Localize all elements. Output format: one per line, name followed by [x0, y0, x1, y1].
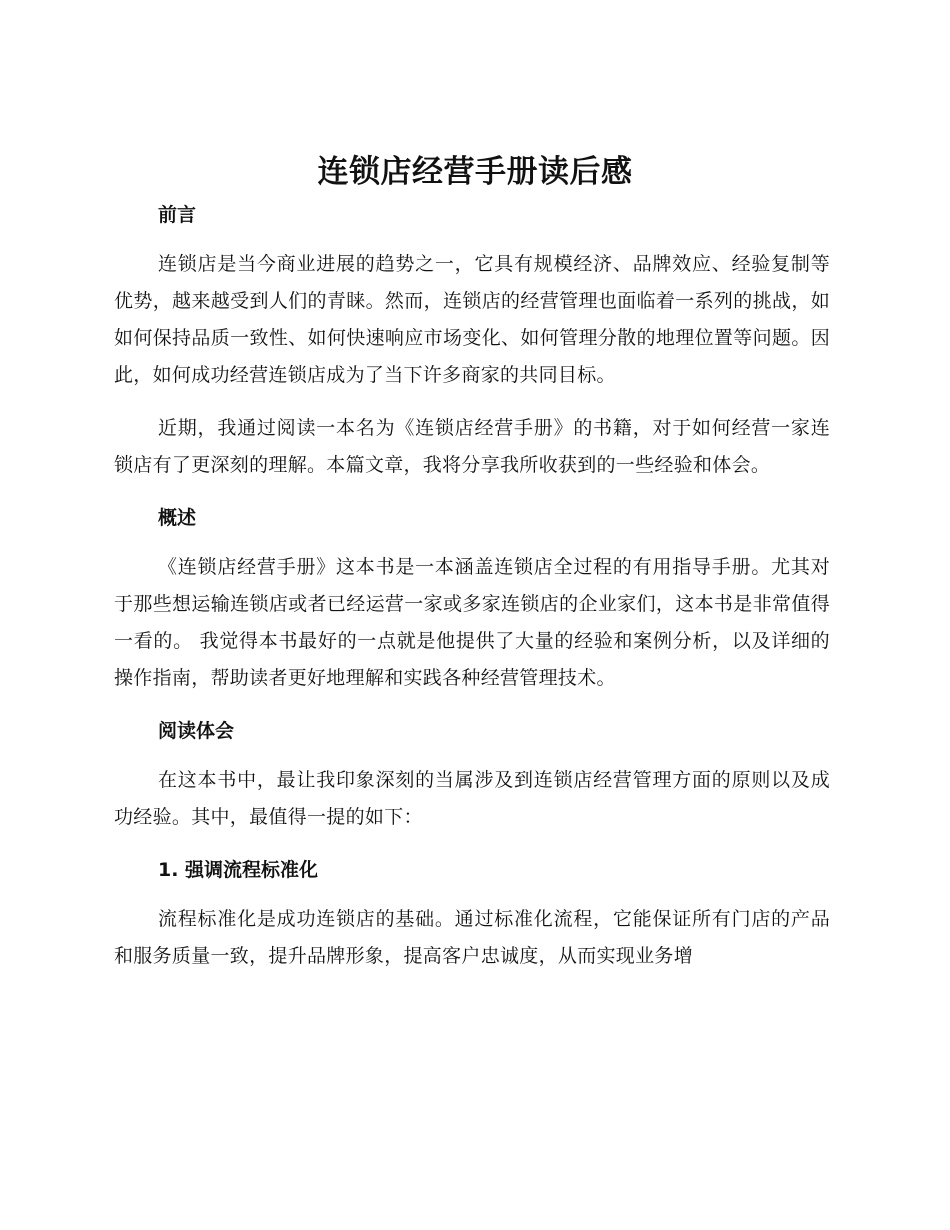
paragraph-overview-1: 《连锁店经营手册》这本书是一本涵盖连锁店全过程的有用指导手册。尤其对于那些想运输连锁店或者已经运营一家或多家连锁店的企业家们，这本书是非常值得一看的。 我觉得本书最好的一点就是他提供了大量的经验和案例分析，以及详细的操作指南，帮助读者更好地理解和实践各种经营管理技术。 [114, 556, 830, 689]
section-heading-point-1: 1. 强调流程标准化 [158, 859, 319, 881]
section-heading-overview: 概述 [158, 507, 197, 529]
section-heading-preface: 前言 [158, 204, 197, 226]
paragraph-point-1: 流程标准化是成功连锁店的基础。通过标准化流程，它能保证所有门店的产品和服务质量一致，提升品牌形象，提高客户忠诚度，从而实现业务增 [114, 908, 830, 967]
document-body [114, 197, 830, 975]
section-heading-reflection: 阅读体会 [158, 720, 235, 742]
paragraph-preface-1: 连锁店是当今商业进展的趋势之一，它具有规模经济、品牌效应、经验复制等优势，越来越受到人们的青睐。然而，连锁店的经营管理也面临着一系列的挑战，如如何保持品质一致性、如何快速响应市场变化、如何管理分散的地理位置等问题。因此，如何成功经营连锁店成为了当下许多商家的共同目标。 [114, 253, 830, 386]
paragraph-reflection-1: 在这本书中，最让我印象深刻的当属涉及到连锁店经营管理方面的原则以及成功经验。其中，最值得一提的如下： [114, 769, 830, 828]
paragraph-preface-2: 近期，我通过阅读一本名为《连锁店经营手册》的书籍，对于如何经营一家连锁店有了更深刻的理解。本篇文章，我将分享我所收获到的一些经验和体会。 [114, 417, 830, 476]
document-title: 连锁店经营手册读后感 [317, 154, 633, 190]
